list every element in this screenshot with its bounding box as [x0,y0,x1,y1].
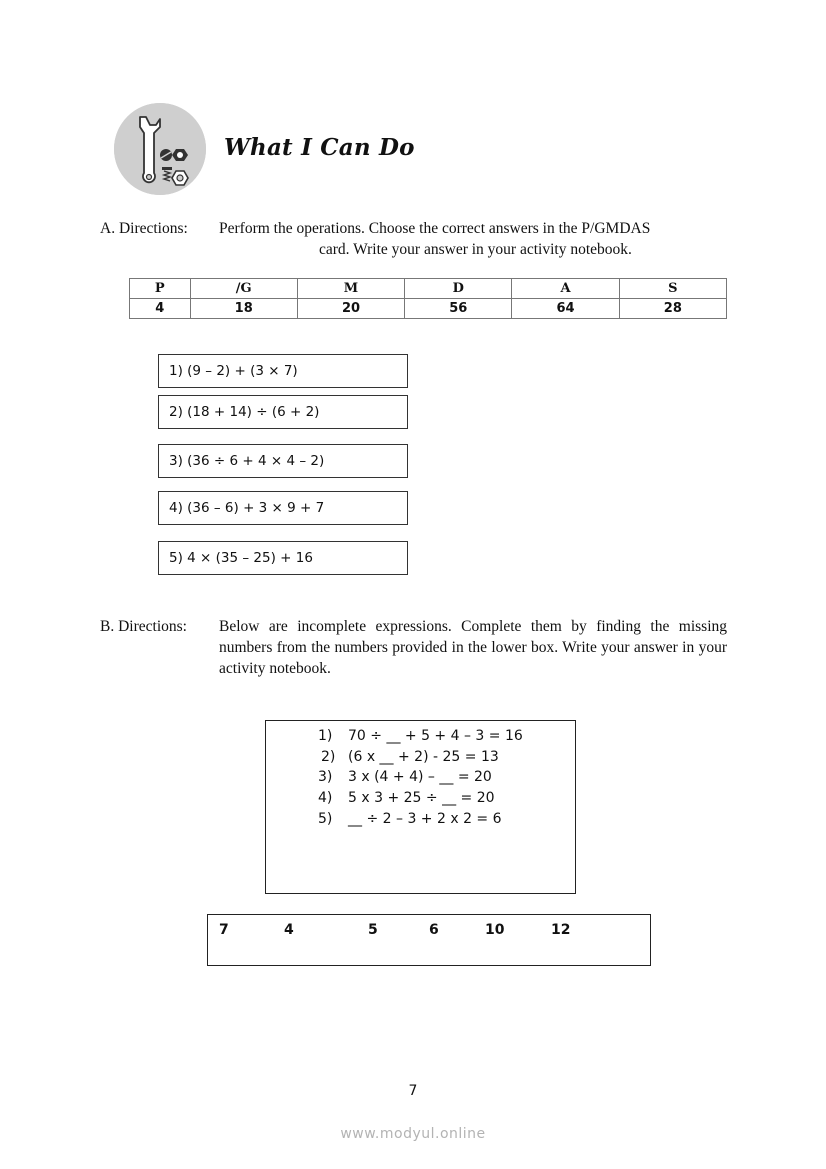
expression-number: 2) [321,749,336,765]
expression-line [318,726,523,746]
card-value-cell: 18 [190,299,297,319]
card-value-cell: 28 [619,299,726,319]
card-header-cell: A [512,279,619,299]
part-a-directions-line2: card. Write your answer in your activity notebook. [319,241,632,258]
expression-text: 70 ÷ __ + 5 + 4 – 3 = 16 [348,728,523,744]
card-header-row [130,279,727,299]
expression-text: 3 x (4 + 4) – __ = 20 [348,769,492,785]
number-choice: 4 [284,922,294,938]
card-value-row [130,299,727,319]
exercise-box: 4) (36 – 6) + 3 × 9 + 7 [158,491,408,525]
expression-line [321,747,499,767]
expression-text: 5 x 3 + 25 ÷ __ = 20 [348,790,495,806]
card-value-cell: 4 [130,299,191,319]
expression-text: __ ÷ 2 – 3 + 2 x 2 = 6 [348,811,502,827]
card-header-cell: P [130,279,191,299]
pgmdas-card [129,278,727,319]
expression-text: (6 x __ + 2) - 25 = 13 [348,749,499,765]
card-value-cell: 20 [297,299,404,319]
expression-line [318,788,495,808]
number-choice: 10 [485,922,505,938]
exercise-box: 2) (18 + 14) ÷ (6 + 2) [158,395,408,429]
expression-number: 3) [318,769,333,785]
number-choice: 7 [219,922,229,938]
part-a-directions-text [219,218,729,260]
card-header-cell: S [619,279,726,299]
card-header-cell: /G [190,279,297,299]
card-value-cell: 56 [405,299,512,319]
exercise-box: 5) 4 × (35 – 25) + 16 [158,541,408,575]
section-title: What I Can Do [224,134,415,161]
expression-number: 5) [318,811,333,827]
card-header-cell: D [405,279,512,299]
part-b-label: B. Directions: [100,618,187,635]
wrench-and-bolts-icon [114,103,206,195]
watermark: www.modyul.online [340,1126,486,1142]
part-a-label: A. Directions: [100,220,188,237]
expression-line [318,767,492,787]
expression-line [318,809,502,829]
part-b-directions-text: Below are incomplete expressions. Complete them by finding the missing numbers from the numbers provided in the lower box. Write your answer in your activity notebook. [219,618,727,677]
card-value-cell: 64 [512,299,619,319]
page-number: 7 [408,1083,418,1099]
exercise-box: 3) (36 ÷ 6 + 4 × 4 – 2) [158,444,408,478]
exercise-box: 1) (9 – 2) + (3 × 7) [158,354,408,388]
part-a-directions-line1: Perform the operations. Choose the correct answers in the P/GMDAS [219,220,651,237]
expression-number: 4) [318,790,333,806]
number-choices-box [207,914,651,966]
number-choice: 6 [429,922,439,938]
expression-number: 1) [318,728,333,744]
incomplete-expressions-box [265,720,576,894]
number-choice: 5 [368,922,378,938]
number-choice: 12 [551,922,571,938]
card-header-cell: M [297,279,404,299]
